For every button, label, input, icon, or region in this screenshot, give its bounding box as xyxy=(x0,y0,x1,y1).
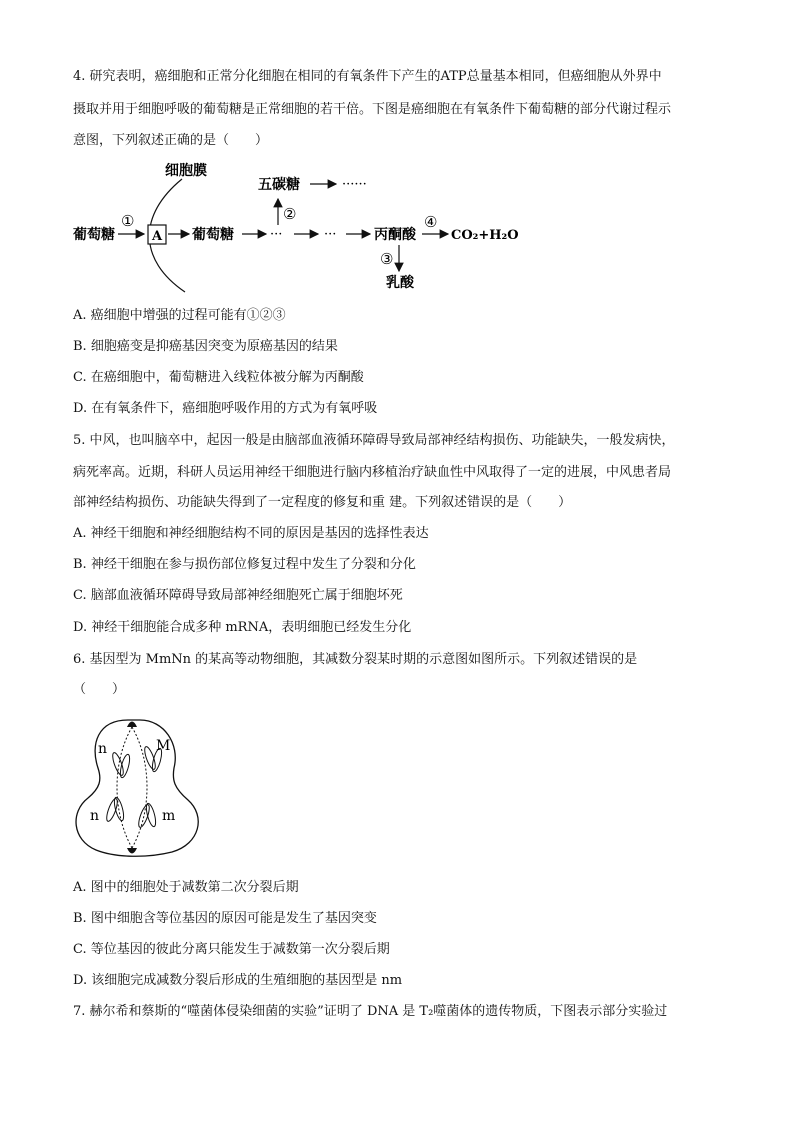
q4-stem-line-3: 意图，下列叙述正确的是（ ） xyxy=(73,133,269,148)
q5-option-a[interactable]: A. 神经干细胞和神经细胞结构不同的原因是基因的选择性表达 xyxy=(73,526,429,541)
q6-stem-line-1: 6. 基因型为 MmNn 的某高等动物细胞，其减数分裂某时期的示意图如图所示。下列叙述错误的是 xyxy=(73,652,638,667)
q7-stem-line-1: 7. 赫尔希和蔡斯的“噬菌体侵染细菌的实验”证明了 DNA 是 T₂噬菌体的遗传物质，下图表示部分实验过 xyxy=(73,1004,668,1019)
q5-stem-line-2: 病死率高。近期，科研人员运用神经干细胞进行脑内移植治疗缺血性中风取得了一定的进展，中风患者局 xyxy=(73,465,672,480)
step-2-label: ② xyxy=(283,205,297,223)
pentose-label: 五碳糖 xyxy=(258,177,300,193)
lactate-label: 乳酸 xyxy=(386,275,414,291)
pyruvate-label: 丙酮酸 xyxy=(374,227,416,243)
membrane-label: 细胞膜 xyxy=(165,163,207,179)
q6-option-d[interactable]: D. 该细胞完成减数分裂后形成的生殖细胞的基因型是 nm xyxy=(73,973,403,988)
co2-h2o-label: CO₂+H₂O xyxy=(451,228,519,243)
gene-label-M: M xyxy=(156,738,171,754)
centriole-bottom xyxy=(127,848,137,854)
q6-option-a[interactable]: A. 图中的细胞处于减数第二次分裂后期 xyxy=(73,880,299,895)
q4-option-b[interactable]: B. 细胞癌变是抑癌基因突变为原癌基因的结果 xyxy=(73,339,338,354)
q5-stem-line-1: 5. 中风，也叫脑卒中，起因一般是由脑部血液循环障碍导致局部神经结构损伤、功能缺失，一般发病快， xyxy=(73,433,675,448)
carrier-a-label: A xyxy=(152,229,163,244)
q4-option-a[interactable]: A. 癌细胞中增强的过程可能有①②③ xyxy=(73,308,286,323)
q6-option-c[interactable]: C. 等位基因的彼此分离只能发生于减数第一次分裂后期 xyxy=(73,942,390,957)
q5-option-c[interactable]: C. 脑部血液循环障碍导致局部神经细胞死亡属于细胞坏死 xyxy=(73,588,403,603)
gene-label-n-bottom: n xyxy=(90,808,100,824)
gene-label-m: m xyxy=(162,808,176,824)
q4-metabolism-diagram xyxy=(0,155,794,295)
q6-stem-line-2: （ ） xyxy=(73,682,126,697)
glucose-inside: 葡萄糖 xyxy=(192,227,234,243)
q4-stem-line-1: 4. 研究表明，癌细胞和正常分化细胞在相同的有氧条件下产生的ATP总量基本相同，但癌细胞从外界中 xyxy=(73,69,662,84)
pentose-dots: ······ xyxy=(342,177,367,192)
q5-option-d[interactable]: D. 神经干细胞能合成多种 mRNA，表明细胞已经发生分化 xyxy=(73,620,412,635)
q5-stem-line-3: 部神经结构损伤、功能缺失得到了一定程度的修复和重 建。下列叙述错误的是（ ） xyxy=(73,495,572,510)
step-3-label: ③ xyxy=(380,250,394,268)
gene-label-n-top: n xyxy=(98,741,108,757)
intermediate-dots-2: ··· xyxy=(324,227,337,242)
q6-option-b[interactable]: B. 图中细胞含等位基因的原因可能是发生了基因突变 xyxy=(73,911,377,926)
intermediate-dots-1: ··· xyxy=(270,227,283,242)
q4-stem-line-2: 摄取并用于细胞呼吸的葡萄糖是正常细胞的若干倍。下图是癌细胞在有氧条件下葡萄糖的部分代谢过程示 xyxy=(73,102,672,117)
step-4-label: ④ xyxy=(424,213,438,231)
step-1-label: ① xyxy=(121,212,135,230)
q4-option-d[interactable]: D. 在有氧条件下，癌细胞呼吸作用的方式为有氧呼吸 xyxy=(73,401,378,416)
q6-cell-diagram xyxy=(68,712,208,862)
glucose-outside: 葡萄糖 xyxy=(73,227,115,243)
cell-outline xyxy=(76,720,198,856)
q5-option-b[interactable]: B. 神经干细胞在参与损伤部位修复过程中发生了分裂和分化 xyxy=(73,557,416,572)
q4-option-c[interactable]: C. 在癌细胞中，葡萄糖进入线粒体被分解为丙酮酸 xyxy=(73,370,364,385)
centriole-top xyxy=(127,722,137,728)
